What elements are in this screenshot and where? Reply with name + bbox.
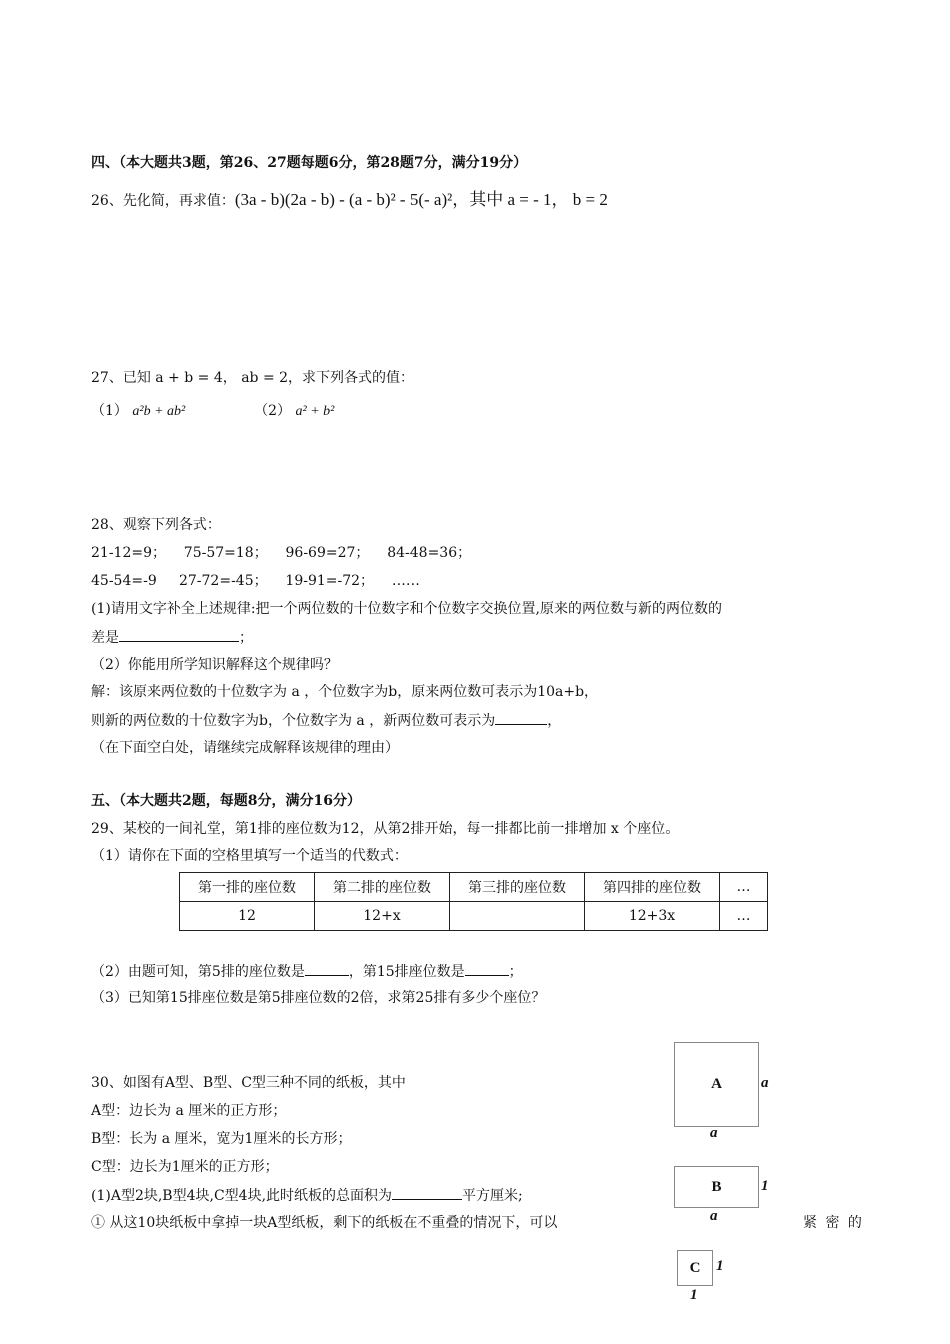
question-30-type-b: B型：长为 a 厘米，宽为1厘米的长方形；	[91, 1131, 352, 1147]
section-4-heading: 四、（本大题共3题，第26、27题每题6分，第28题7分，满分19分）	[91, 155, 528, 171]
question-30-part1-text: (1)A型2块,B型4块,C型4块,此时纸板的总面积为	[91, 1188, 393, 1204]
table-cell-blank	[450, 902, 585, 931]
question-29: 29、某校的一间礼堂，第1排的座位数为12，从第2排开始，每一排都比前一排增加 x 个座位。	[91, 821, 680, 837]
question-30-sub1: ① 从这10块纸板中拿掉一块A型纸板，剩下的纸板在不重叠的情况下，可以	[91, 1215, 558, 1231]
question-28-solution-2-suffix: ，	[547, 713, 562, 729]
answer-blank	[465, 961, 509, 976]
table-cell: 12+x	[315, 902, 450, 931]
question-30-part1	[91, 1185, 523, 1206]
question-26-expression: (3a - b)(2a - b) - (a - b)² - 5(- a)²	[234, 190, 453, 209]
board-a: A	[674, 1042, 759, 1127]
question-27-part2-expression: a² + b²	[295, 404, 335, 419]
board-c-side-label: 1	[716, 1258, 724, 1274]
section-5-heading: 五、（本大题共2题，每题8分，满分16分）	[91, 793, 361, 809]
table-cell: 12	[180, 902, 315, 931]
question-28-solution-1: 解：该原来两位数的十位数字为 a ，个位数字为b，原来两位数可表示为10a+b，	[91, 684, 599, 700]
question-29-part2	[91, 961, 523, 982]
question-29-part2-suffix: ；	[508, 964, 523, 980]
board-a-side-label: a	[761, 1075, 769, 1091]
question-29-part3: （3）已知第15排座位数是第5排座位数的2倍，求第25排有多少个座位？	[91, 990, 546, 1006]
question-28-part1-blank-line	[91, 627, 253, 648]
answer-blank	[119, 627, 239, 642]
table-header-cell: 第二排的座位数	[315, 873, 450, 902]
question-27-part1-label: （1）	[91, 403, 128, 419]
question-26-text: 26、先化简，再求值：	[91, 193, 235, 209]
board-b: B	[674, 1166, 759, 1208]
question-28-solution-2-text: 则新的两位数的十位数字为b，个位数字为 a ，新两位数可表示为	[91, 713, 496, 729]
question-28-part1: (1)请用文字补全上述规律:把一个两位数的十位数字和个位数字交换位置,原来的两位数与新的两位数的	[91, 601, 722, 617]
board-c-bottom-label: 1	[690, 1287, 698, 1303]
table-header-cell: 第三排的座位数	[450, 873, 585, 902]
answer-blank	[305, 961, 349, 976]
table-header-row	[180, 873, 768, 902]
question-28-row1: 21-12=9； 75-57=18； 96-69=27； 84-48=36；	[91, 545, 472, 561]
board-b-bottom-label: a	[710, 1208, 718, 1224]
question-26-condition: ，其中 a = - 1， b = 2	[452, 190, 608, 209]
question-28-solution-3: （在下面空白处，请继续完成解释该规律的理由）	[91, 740, 399, 756]
question-26	[91, 190, 608, 211]
board-b-side-label: 1	[761, 1178, 769, 1194]
question-28-part1-prefix: 差是	[91, 630, 119, 646]
question-30-type-c: C型：边长为1厘米的正方形；	[91, 1159, 279, 1175]
question-27: 27、已知 a + b = 4， ab = 2，求下列各式的值：	[91, 370, 415, 386]
question-29-part2-mid: ，第15排座位数是	[348, 964, 465, 980]
question-28-part1-suffix: ；	[239, 630, 253, 646]
table-row	[180, 902, 768, 931]
question-29-part2-text: （2）由题可知，第5排的座位数是	[91, 964, 305, 980]
question-30: 30、如图有A型、B型、C型三种不同的纸板，其中	[91, 1075, 406, 1091]
question-30-part1-suffix: 平方厘米;	[462, 1188, 523, 1204]
board-c: C	[677, 1250, 713, 1286]
table-cell: 12+3x	[585, 902, 720, 931]
table-header-cell: …	[720, 873, 768, 902]
board-a-bottom-label: a	[710, 1125, 718, 1141]
question-30-type-a: A型：边长为 a 厘米的正方形；	[91, 1103, 287, 1119]
answer-blank	[495, 710, 547, 725]
answer-blank	[392, 1185, 462, 1200]
question-28-solution-2	[91, 710, 561, 731]
question-29-part1: （1）请你在下面的空格里填写一个适当的代数式：	[91, 848, 408, 864]
seat-table	[179, 872, 768, 931]
question-28-part2: （2）你能用所学知识解释这个规律吗？	[91, 657, 338, 673]
question-28-row2: 45-54=-9 27-72=-45； 19-91=-72； ……	[91, 573, 420, 589]
question-30-sub1-tail: 紧 密 的	[803, 1215, 862, 1231]
table-header-cell: 第一排的座位数	[180, 873, 315, 902]
question-27-parts	[91, 401, 334, 422]
question-27-part2-label: （2）	[254, 403, 292, 419]
table-header-cell: 第四排的座位数	[585, 873, 720, 902]
question-27-part1-expression: a²b + ab²	[132, 404, 186, 419]
table-cell: …	[720, 902, 768, 931]
question-28-title: 28、观察下列各式：	[91, 517, 221, 533]
